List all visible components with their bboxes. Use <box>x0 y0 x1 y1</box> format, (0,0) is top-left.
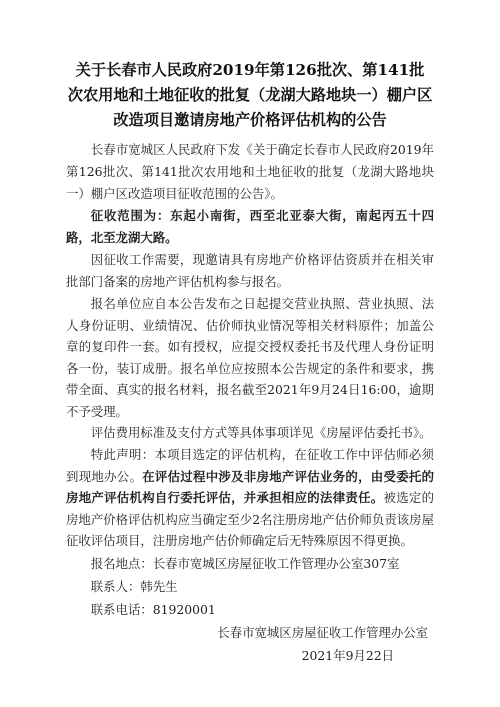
document-title <box>66 58 434 133</box>
scope-paragraph: 征收范围为：东起小南街，西至北亚泰大街，南起丙五十四路，北至龙湖大路。 <box>66 208 434 245</box>
title-line-2: 次农用地和土地征收的批复（龙湖大路地块一）棚户区 <box>67 86 433 104</box>
intro-paragraph: 长春市宽城区人民政府下发《关于确定长春市人民政府2019年第126批次、第141批次农用地和土地征收的批复（龙湖大路地块一）棚户区改造项目征收范围的公告》。 <box>66 142 434 201</box>
purpose-paragraph: 因征收工作需要，现邀请具有房地产价格评估资质并在相关审批部门备案的房地产评估机构参与报名。 <box>66 252 434 289</box>
title-line-1: 关于长春市人民政府2019年第126批次、第141批 <box>75 61 425 79</box>
fee-paragraph: 评估费用标准及支付方式等具体事项详见《房屋评估委托书》。 <box>90 425 432 440</box>
signature-date: 2021年9月22日 <box>301 647 394 663</box>
signature-org: 长春市宽城区房屋征收工作管理办公室 <box>217 624 428 640</box>
contact-phone: 联系电话：81920001 <box>90 601 216 617</box>
contact-address: 报名地点：长春市宽城区房屋征收工作管理办公室307室 <box>90 555 400 571</box>
notice-paragraph <box>66 444 434 552</box>
notice-bold-text: 在评估过程中涉及非房地产评估业务的，由受委托的房地产评估机构自行委托评估，并承担相应的法律责任。 <box>66 468 435 505</box>
title-line-3: 改造项目邀请房地产价格评估机构的公告 <box>113 111 387 129</box>
notice-text: 特此声明：本项目选定的评估机构，在征收工作中评估师必须到现地办公。 <box>66 447 434 484</box>
notice-end-text: 被选定的房地产价格评估机构应当确定至少2名注册房地产估价师负责该房屋征收评估项目，注册房地产估价师确定后无特殊原因不得更换。 <box>66 490 435 548</box>
contact-person: 联系人：韩先生 <box>90 578 178 594</box>
requirements-paragraph: 报名单位应自本公告发布之日起提交营业执照、营业执照、法人身份证明、业绩情况、估价师执业情况等相关材料原件；加盖公章的复印件一套。如有授权，应提交授权委托书及代理人身份证明各一份，装订成册。报名单位应按照本公告规定的条件和要求，携带全面、真实的报名材料，报名截至2021年9月24日16:00，逾期不予受理。 <box>66 296 434 419</box>
